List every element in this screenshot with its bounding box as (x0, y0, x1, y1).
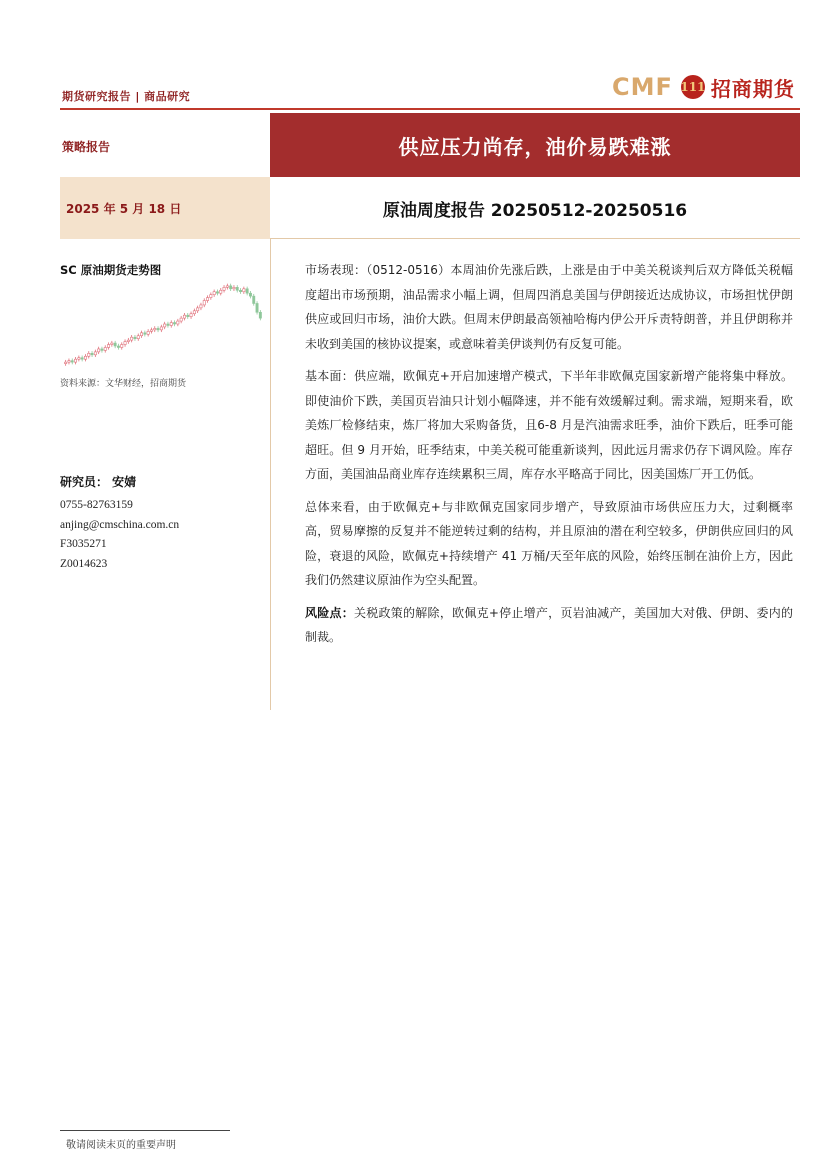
candle-body (121, 345, 123, 348)
analyst-email[interactable]: anjing@cmschina.com.cn (60, 518, 180, 531)
subtitle-divider (270, 238, 800, 239)
analyst-title: 研究员： 安婧 (60, 475, 137, 489)
paragraph-fundamentals: 基本面：供应端，欧佩克+开启加速增产模式，下半年非欧佩克国家新增产能将集中释放。即使油价下跌，美国页岩油只计划小幅降速，并不能有效缓解过剩。需求端，短期来看，欧美炼厂检修结束，炼厂将加大采购备货，且6-8 月是汽油需求旺季，油价下跌后，旺季可能超旺。但 9 月开始，旺季结束，中美关税可能重新谈判，因此远月需求仍存下调风险。库存方面，美国油品商业库存连续累积三周，库存水平略高于同比，因美国炼厂开工仍低。 (305, 369, 793, 481)
analyst-license-f: F3035271 (60, 538, 107, 550)
candle-body (81, 358, 83, 359)
candle-body (71, 361, 73, 362)
candle-body (216, 292, 218, 293)
headline-band (270, 113, 800, 177)
candle-body (64, 362, 66, 363)
candle-body (160, 327, 162, 330)
candle-body (94, 352, 96, 355)
report-date: 2025 年 5 月 18 日 (66, 201, 182, 216)
candle-body (74, 359, 76, 362)
header-category: 期货研究报告 | 商品研究 (62, 90, 191, 103)
candle-body (157, 328, 159, 329)
candle-body (213, 292, 215, 295)
report-body (305, 258, 793, 658)
candle-body (84, 356, 86, 359)
candle-body (134, 337, 136, 338)
report-subtitle: 原油周度报告 20250512-20250516 (382, 200, 688, 221)
risk-text: 关税政策的解除，欧佩克+停止增产，页岩油减产，美国加大对俄、伊朗、委内的制裁。 (305, 605, 793, 644)
candle-body (111, 343, 113, 344)
column-divider (270, 239, 271, 710)
candle-body (150, 330, 152, 331)
candle-body (196, 308, 198, 311)
candle-body (210, 295, 212, 298)
subtitle-box (270, 177, 800, 239)
candle-body (107, 345, 109, 348)
candle-body (226, 286, 228, 287)
candle-body (117, 346, 119, 347)
analyst-phone: 0755-82763159 (60, 499, 133, 511)
candle-body (220, 290, 222, 293)
logo-company-name: 招商期货 (710, 76, 795, 101)
logo-coin-icon: 111 (681, 75, 705, 99)
candle-body (91, 353, 93, 354)
chart-source: 资料来源：文华财经，招商期货 (60, 379, 187, 389)
candle-body (144, 333, 146, 334)
candle-body (78, 358, 80, 359)
candle-body (154, 328, 156, 329)
header-divider (60, 108, 800, 110)
candle-body (97, 349, 99, 352)
paragraph-summary: 总体来看，由于欧佩克+与非欧佩克国家同步增产，导致原油市场供应压力大，过剩概率高，贸易摩擦的反复并不能逆转过剩的结构，并且原油的潜在利空较多，伊朗供应回归的风险，衰退的风险，欧佩克+持续增产 41 万桶/天至年底的风险，始终压制在油价上方，因此我们仍然建议原油作为空头配置。 (305, 499, 793, 587)
date-box (60, 177, 270, 239)
footer-note: 敬请阅读末页的重要声明 (66, 1140, 176, 1151)
candle-body (104, 347, 106, 350)
price-chart (60, 276, 266, 372)
candle-body (88, 353, 90, 356)
candle-body (253, 296, 255, 303)
candle-body (147, 331, 149, 334)
paragraph-market: 市场表现：（0512-0516）本周油价先涨后跌，上涨是由于中美关税谈判后双方降低关税幅度超出市场预期，油品需求小幅上调，但周四消息美国与伊朗接近达成协议，市场担忧伊朗供应或回归市场，油价大跌。但周末伊朗最高领袖哈梅内伊公开斥责特朗普，并且伊朗称并未收到美国的核协议提案，或意味着美伊谈判仍有反复可能。 (305, 263, 793, 351)
candle-body (130, 337, 132, 340)
candle-body (243, 289, 245, 292)
candle-body (193, 311, 195, 314)
candle-body (223, 287, 225, 290)
candle-body (187, 315, 189, 316)
risk-label: 风险点： (305, 605, 355, 620)
candlestick-chart-svg (60, 276, 266, 372)
candle-body (177, 321, 179, 324)
report-headline: 供应压力尚存，油价易跌难涨 (398, 134, 672, 159)
candle-body (229, 286, 231, 289)
candle-body (173, 323, 175, 324)
candle-body (124, 342, 126, 345)
candle-body (239, 290, 241, 291)
candle-body (246, 289, 248, 293)
candle-body (190, 314, 192, 317)
candle-body (140, 333, 142, 336)
analyst-info (60, 473, 179, 574)
brand-logo (612, 72, 795, 102)
chart-title: SC 原油期货走势图 (60, 263, 162, 277)
candle-body (200, 305, 202, 308)
report-type-label: 策略报告 (62, 140, 111, 154)
candle-body (259, 312, 261, 318)
candle-body (101, 349, 103, 350)
logo-cmf-text: CMF (612, 73, 673, 101)
candle-body (206, 298, 208, 301)
candle-body (183, 315, 185, 318)
candle-body (249, 293, 251, 296)
candle-body (127, 340, 129, 341)
candle-body (203, 301, 205, 305)
candle-body (68, 361, 70, 362)
paragraph-risk (305, 601, 793, 650)
candle-body (114, 343, 116, 346)
footer-divider (60, 1130, 230, 1131)
candle-body (180, 318, 182, 321)
analyst-license-z: Z0014623 (60, 557, 108, 570)
candle-body (167, 324, 169, 325)
candle-body (236, 287, 238, 290)
candle-body (256, 303, 258, 312)
candle-body (170, 323, 172, 326)
candle-body (163, 324, 165, 327)
candle-body (137, 336, 139, 339)
candle-body (233, 287, 235, 288)
